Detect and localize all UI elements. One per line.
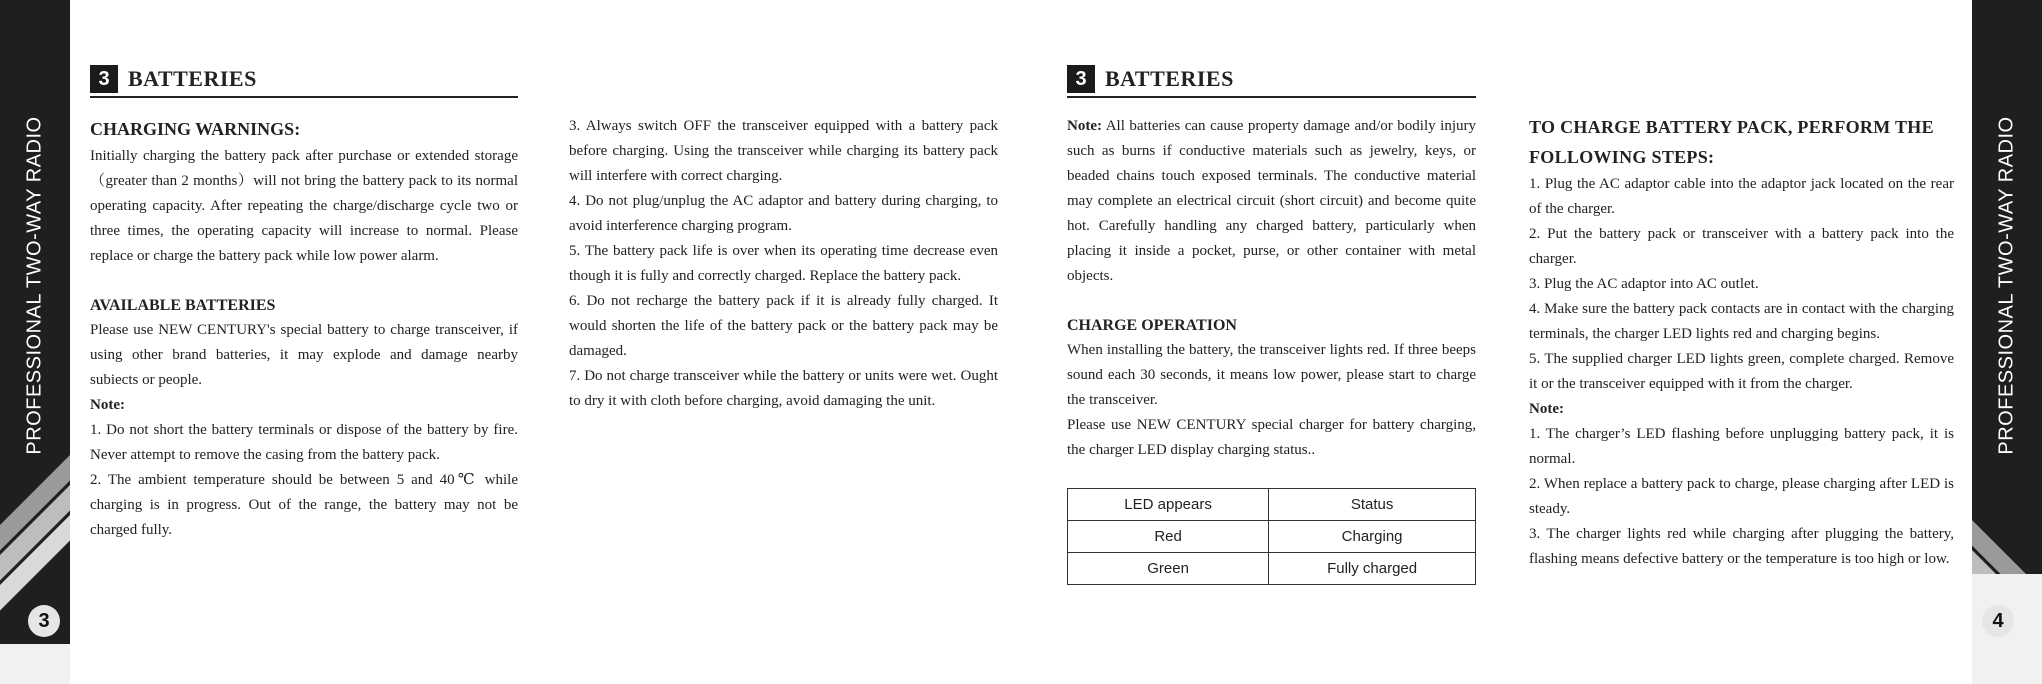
note-label: Note: bbox=[1529, 401, 1564, 417]
note-item: 1. The charger’s LED flashing before unplugging battery pack, it is normal. bbox=[1529, 426, 1954, 467]
table-header-cell: LED appears bbox=[1068, 489, 1269, 521]
right-vertical-label: PROFESSIONAL TWO-WAY RADIO bbox=[1995, 115, 2018, 455]
left-side-band bbox=[0, 0, 70, 684]
column-continued-warnings bbox=[569, 114, 998, 414]
note-item: 2. The ambient temperature should be between 5 and 40℃ while charging is in progress. Out of the range, the battery may not be charged fully. bbox=[90, 472, 518, 538]
step-item: 2. Put the battery pack or transceiver with a battery pack into the charger. bbox=[1529, 226, 1954, 267]
left-vertical-label: PROFESSIONAL TWO-WAY RADIO bbox=[23, 115, 46, 455]
section-title: BATTERIES bbox=[128, 66, 257, 91]
page-number-right: 4 bbox=[1982, 605, 2014, 637]
column-note-charge-operation bbox=[1067, 114, 1476, 463]
right-side-band bbox=[1972, 0, 2042, 684]
section-header-left bbox=[90, 62, 518, 98]
led-status-table bbox=[1067, 488, 1476, 585]
warning-item: 3. Always switch OFF the transceiver equipped with a battery pack before charging. Using the transceiver while charging its battery pack will interfere with correct charging. bbox=[569, 118, 998, 184]
charge-operation-text: Please use NEW CENTURY special charger for battery charging, the charger LED display charging status.. bbox=[1067, 417, 1476, 458]
table-cell: Fully charged bbox=[1269, 553, 1476, 585]
charging-warnings-text: Initially charging the battery pack after purchase or extended storage（greater than 2 months）will not bring the battery pack to its normal operating capacity. After repeating the charge/discharge cycle two or three times, the operating capacity will increase to normal. Please replace or charge the battery pack while low power alarm. bbox=[90, 148, 518, 264]
steps-heading: TO CHARGE BATTERY PACK, PERFORM THE FOLLOWING STEPS: bbox=[1529, 117, 1934, 167]
warning-item: 4. Do not plug/unplug the AC adaptor and battery during charging, to avoid interference charging program. bbox=[569, 193, 998, 234]
note-label: Note: bbox=[1067, 118, 1102, 134]
step-item: 1. Plug the AC adaptor cable into the adaptor jack located on the rear of the charger. bbox=[1529, 176, 1954, 217]
table-header-cell: Status bbox=[1269, 489, 1476, 521]
page-number-left: 3 bbox=[28, 605, 60, 637]
section-title: BATTERIES bbox=[1105, 66, 1234, 91]
note-label: Note: bbox=[90, 397, 125, 413]
note-item: 2. When replace a battery pack to charge, please charging after LED is steady. bbox=[1529, 476, 1954, 517]
note-text: All batteries can cause property damage and/or bodily injury such as burns if conductive materials such as jewelry, keys, or beaded chains touch exposed terminals. The conductive material may complete an electrical circuit (short circuit) and become quite hot. Carefully handling any charged battery, particularly when placing it inside a pocket, purse, or other container with metal objects. bbox=[1067, 118, 1476, 284]
note-item: 3. The charger lights red while charging after plugging the battery, flashing means defective battery or the temperature is too high or low. bbox=[1529, 526, 1954, 567]
step-item: 3. Plug the AC adaptor into AC outlet. bbox=[1529, 276, 1759, 292]
column-charging-steps bbox=[1529, 112, 1954, 572]
table-row bbox=[1068, 553, 1476, 585]
table-row bbox=[1068, 521, 1476, 553]
charge-operation-heading: CHARGE OPERATION bbox=[1067, 317, 1237, 334]
warning-item: 6. Do not recharge the battery pack if it is already fully charged. It would shorten the life of the battery pack or the battery pack may be damaged. bbox=[569, 293, 998, 359]
warning-item: 5. The battery pack life is over when its operating time decrease even though it is fully and correctly charged. Replace the battery pack. bbox=[569, 243, 998, 284]
section-number-badge: 3 bbox=[90, 65, 118, 93]
column-charging-warnings bbox=[90, 114, 518, 543]
note-item: 1. Do not short the battery terminals or dispose of the battery by fire. Never attempt to remove the casing from the battery pack. bbox=[90, 422, 518, 463]
available-batteries-heading: AVAILABLE BATTERIES bbox=[90, 297, 276, 314]
section-number-badge: 3 bbox=[1067, 65, 1095, 93]
section-header-right bbox=[1067, 62, 1476, 98]
battery-note bbox=[1067, 114, 1476, 289]
charging-warnings-heading: CHARGING WARNINGS: bbox=[90, 119, 301, 139]
table-cell: Charging bbox=[1269, 521, 1476, 553]
step-item: 4. Make sure the battery pack contacts are in contact with the charging terminals, the charger LED lights red and charging begins. bbox=[1529, 301, 1954, 342]
table-header-row bbox=[1068, 489, 1476, 521]
table-cell: Green bbox=[1068, 553, 1269, 585]
available-batteries-text: Please use NEW CENTURY's special battery to charge transceiver, if using other brand batteries, it may explode and damage nearby subiects or people. bbox=[90, 322, 518, 388]
step-item: 5. The supplied charger LED lights green, complete charged. Remove it or the transceiver equipped with it from the charger. bbox=[1529, 351, 1954, 392]
warning-item: 7. Do not charge transceiver while the battery or units were wet. Ought to dry it with cloth before charging, avoid damaging the unit. bbox=[569, 368, 998, 409]
charge-operation-text: When installing the battery, the transceiver lights red. If three beeps sound each 30 seconds, it means low power, please start to charge the transceiver. bbox=[1067, 342, 1476, 408]
table-cell: Red bbox=[1068, 521, 1269, 553]
